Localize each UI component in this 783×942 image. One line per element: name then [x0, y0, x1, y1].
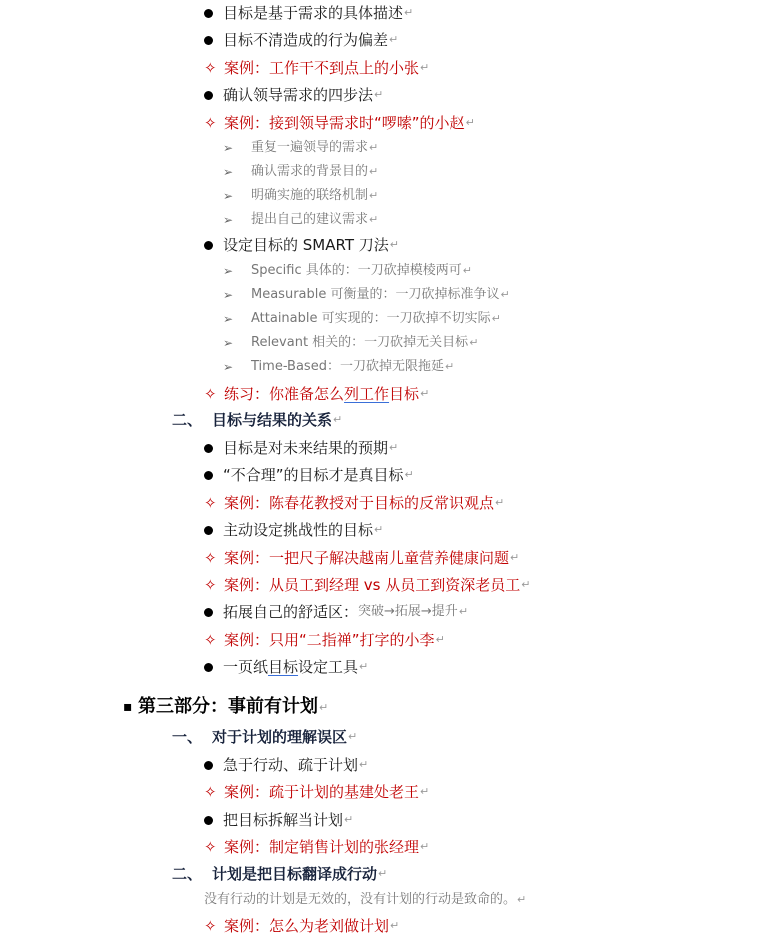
sub-item — [223, 263, 472, 279]
sub-item — [223, 359, 454, 375]
case-label: 案例： — [224, 917, 270, 935]
case-item — [204, 783, 429, 801]
sub-item — [223, 164, 378, 180]
sub-item — [223, 188, 378, 204]
case-text: 只用“二指禅”打字的小李 — [269, 631, 435, 649]
section-title: 目标与结果的关系 — [212, 411, 333, 429]
list-item — [204, 811, 353, 829]
bullet-dot-icon — [204, 663, 213, 672]
paragraph-mark-icon: ↵ — [465, 116, 475, 129]
bullet-dot-icon — [204, 241, 213, 250]
list-item-text: 急于行动、疏于计划 — [223, 756, 359, 774]
diamond-star-icon: ✧ — [204, 494, 217, 512]
list-item-text: 把目标拆解当计划 — [223, 811, 344, 829]
sub-item — [223, 311, 501, 327]
list-item — [204, 31, 398, 49]
case-item — [204, 549, 519, 567]
sub-item-text: 确认需求的背景目的 — [251, 164, 369, 179]
case-text: 疏于计划的基建处老王 — [269, 783, 420, 801]
list-item-text: 目标是基于需求的具体描述 — [223, 4, 404, 22]
case-item — [204, 917, 399, 935]
case-item — [204, 114, 475, 132]
paragraph-mark-icon: ↵ — [333, 413, 343, 426]
paragraph-mark-icon: ↵ — [359, 758, 369, 771]
paragraph-mark-icon: ↵ — [404, 468, 414, 481]
exercise-text: 目标 — [389, 385, 420, 403]
arrow-bullet-icon: ➢ — [223, 213, 234, 227]
paragraph-mark-icon: ↵ — [517, 893, 527, 906]
case-label: 案例： — [224, 114, 270, 132]
list-item-text: “不合理”的目标才是真目标 — [223, 466, 404, 484]
list-item-text: 目标是对未来结果的预期 — [223, 439, 389, 457]
list-item — [204, 439, 398, 457]
paragraph-mark-icon: ↵ — [435, 633, 445, 646]
sub-item-text: Specific 具体的：一刀砍掉模棱两可 — [251, 263, 462, 278]
case-label: 案例： — [224, 783, 270, 801]
section-note — [204, 892, 526, 908]
part-heading — [123, 696, 328, 718]
paragraph-mark-icon: ↵ — [500, 288, 510, 301]
case-label: 案例： — [224, 631, 270, 649]
bullet-dot-icon — [204, 761, 213, 770]
sub-item-text: 提出自己的建议需求 — [251, 212, 369, 227]
list-item-text: 确认领导需求的四步法 — [223, 86, 374, 104]
arrow-bullet-icon: ➢ — [223, 141, 234, 155]
paragraph-mark-icon: ↵ — [378, 867, 388, 880]
section-number: 二、 — [172, 411, 203, 429]
heading-marker-icon: ▪ — [123, 699, 133, 715]
paragraph-mark-icon: ↵ — [404, 6, 414, 19]
part-title: 第三部分：事前有计划 — [138, 696, 318, 717]
exercise-text-underlined: 列工作 — [344, 385, 390, 403]
case-item — [204, 59, 429, 77]
diamond-star-icon: ✧ — [204, 114, 217, 132]
list-item-subtext: 突破→拓展→提升 — [358, 604, 458, 619]
paragraph-mark-icon: ↵ — [420, 840, 430, 853]
bullet-dot-icon — [204, 526, 213, 535]
bullet-dot-icon — [204, 91, 213, 100]
list-item-text-underlined: 目标 — [268, 658, 299, 676]
bullet-dot-icon — [204, 816, 213, 825]
bullet-dot-icon — [204, 9, 213, 18]
case-text: 工作干不到点上的小张 — [269, 59, 420, 77]
arrow-bullet-icon: ➢ — [223, 336, 234, 350]
diamond-star-icon: ✧ — [204, 917, 217, 935]
paragraph-mark-icon: ↵ — [359, 660, 369, 673]
paragraph-mark-icon: ↵ — [469, 336, 479, 349]
case-label: 案例： — [224, 59, 270, 77]
bullet-dot-icon — [204, 608, 213, 617]
section-heading — [172, 865, 387, 883]
paragraph-mark-icon: ↵ — [444, 360, 455, 373]
bullet-dot-icon — [204, 471, 213, 480]
sub-item-text: Measurable 可衡量的：一刀砍掉标准争议 — [251, 287, 500, 302]
case-label: 案例： — [224, 494, 270, 512]
exercise-item — [204, 385, 429, 403]
list-item-text: 主动设定挑战性的目标 — [223, 521, 374, 539]
exercise-text: 你准备怎么 — [269, 385, 345, 403]
paragraph-mark-icon: ↵ — [521, 578, 531, 591]
arrow-bullet-icon: ➢ — [223, 288, 234, 302]
diamond-star-icon: ✧ — [204, 631, 217, 649]
paragraph-mark-icon: ↵ — [369, 141, 379, 154]
case-text: 从员工到经理 vs 从员工到资深老员工 — [269, 576, 521, 594]
bullet-dot-icon — [204, 444, 213, 453]
case-item — [204, 494, 504, 512]
case-item — [204, 576, 530, 594]
arrow-bullet-icon: ➢ — [223, 312, 234, 326]
paragraph-mark-icon: ↵ — [369, 189, 379, 202]
section-heading — [172, 728, 357, 746]
list-item — [204, 603, 468, 621]
arrow-bullet-icon: ➢ — [223, 264, 234, 278]
sub-item-text: 重复一遍领导的需求 — [251, 140, 369, 155]
list-item — [204, 756, 368, 774]
case-item — [204, 838, 429, 856]
arrow-bullet-icon: ➢ — [223, 189, 234, 203]
paragraph-mark-icon: ↵ — [510, 551, 520, 564]
diamond-star-icon: ✧ — [204, 576, 217, 594]
paragraph-mark-icon: ↵ — [462, 264, 472, 277]
note-text: 没有行动的计划是无效的，没有计划的行动是致命的。 — [204, 892, 517, 907]
list-item — [204, 4, 413, 22]
list-item — [204, 466, 414, 484]
section-number: 一、 — [172, 728, 203, 746]
case-text: 制定销售计划的张经理 — [269, 838, 420, 856]
list-item — [204, 86, 383, 104]
case-text: 接到领导需求时“啰嗦”的小赵 — [269, 114, 465, 132]
arrow-bullet-icon: ➢ — [223, 165, 234, 179]
list-item — [204, 658, 368, 676]
case-text: 陈春花教授对于目标的反常识观点 — [269, 494, 495, 512]
case-label: 案例： — [224, 549, 270, 567]
sub-item-text: Time-Based：一刀砍掉无限拖延 — [251, 359, 444, 374]
section-number: 二、 — [172, 865, 203, 883]
paragraph-mark-icon: ↵ — [420, 387, 430, 400]
diamond-star-icon: ✧ — [204, 783, 217, 801]
list-item-text: 设定目标的 SMART 刀法 — [223, 236, 389, 254]
case-text: 怎么为老刘做计划 — [269, 917, 390, 935]
arrow-bullet-icon: ➢ — [223, 360, 234, 374]
exercise-label: 练习： — [224, 385, 270, 403]
paragraph-mark-icon: ↵ — [348, 730, 358, 743]
sub-item — [223, 140, 378, 156]
section-heading — [172, 411, 342, 429]
list-item — [204, 521, 383, 539]
list-item-text: 设定工具 — [298, 658, 359, 676]
case-item — [204, 631, 445, 649]
section-title: 计划是把目标翻译成行动 — [212, 865, 378, 883]
sub-item-text: 明确实施的联络机制 — [251, 188, 369, 203]
paragraph-mark-icon: ↵ — [420, 785, 430, 798]
sub-item-text: Attainable 可实现的：一刀砍掉不切实际 — [251, 311, 491, 326]
paragraph-mark-icon: ↵ — [390, 919, 400, 932]
paragraph-mark-icon: ↵ — [389, 238, 399, 251]
sub-item — [223, 335, 478, 351]
sub-item-text: Relevant 相关的：一刀砍掉无关目标 — [251, 335, 469, 350]
paragraph-mark-icon: ↵ — [344, 813, 354, 826]
paragraph-mark-icon: ↵ — [319, 700, 329, 714]
paragraph-mark-icon: ↵ — [369, 213, 379, 226]
diamond-star-icon: ✧ — [204, 59, 217, 77]
diamond-star-icon: ✧ — [204, 838, 217, 856]
section-title: 对于计划的理解误区 — [212, 728, 348, 746]
list-item-text: 拓展自己的舒适区： — [223, 603, 359, 621]
paragraph-mark-icon: ↵ — [495, 496, 505, 509]
list-item — [204, 236, 399, 254]
bullet-dot-icon — [204, 36, 213, 45]
paragraph-mark-icon: ↵ — [369, 165, 379, 178]
case-label: 案例： — [224, 576, 270, 594]
list-item-text: 一页纸 — [223, 658, 269, 676]
paragraph-mark-icon: ↵ — [374, 523, 384, 536]
paragraph-mark-icon: ↵ — [374, 88, 384, 101]
diamond-star-icon: ✧ — [204, 385, 217, 403]
sub-item — [223, 212, 378, 228]
paragraph-mark-icon: ↵ — [389, 33, 399, 46]
diamond-star-icon: ✧ — [204, 549, 217, 567]
case-label: 案例： — [224, 838, 270, 856]
sub-item — [223, 287, 510, 303]
case-text: 一把尺子解决越南儿童营养健康问题 — [269, 549, 510, 567]
paragraph-mark-icon: ↵ — [389, 441, 399, 454]
list-item-text: 目标不清造成的行为偏差 — [223, 31, 389, 49]
paragraph-mark-icon: ↵ — [458, 605, 469, 618]
paragraph-mark-icon: ↵ — [491, 312, 501, 325]
paragraph-mark-icon: ↵ — [420, 61, 430, 74]
